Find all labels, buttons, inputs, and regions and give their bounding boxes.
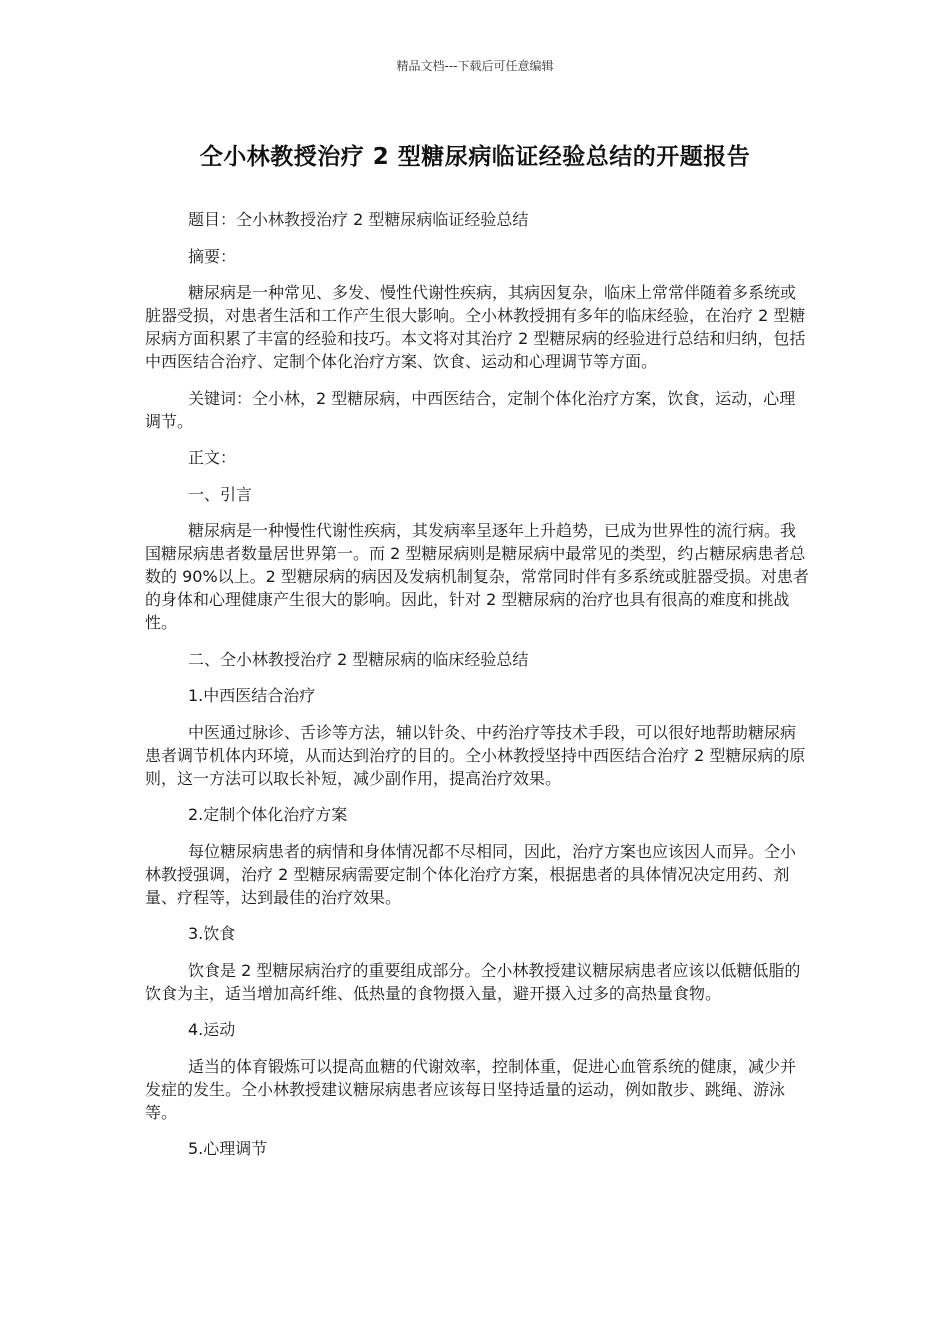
integrated-treatment-paragraph: 中医通过脉诊、舌诊等方法，辅以针灸、中药治疗等技术手段，可以很好地帮助糖尿病患者调节机体内环境，从而达到治疗的目的。仝小林教授坚持中西医结合治疗 2 型糖尿病的原则，这一方法可以取长补短，减少副作用，提高治疗效果。	[145, 722, 806, 788]
subject-line: 题目：仝小林教授治疗 2 型糖尿病临证经验总结	[188, 210, 529, 229]
document-body	[145, 208, 810, 1174]
document-title: 仝小林教授治疗 2 型糖尿病临证经验总结的开题报告	[199, 144, 751, 170]
subheading-integrated-treatment: 1.中西医结合治疗	[188, 686, 316, 705]
section-heading-experience: 二、仝小林教授治疗 2 型糖尿病的临床经验总结	[188, 649, 529, 669]
individualized-plan-paragraph: 每位糖尿病患者的病情和身体情况都不尽相同，因此，治疗方案也应该因人而异。仝小林教授强调，治疗 2 型糖尿病需要定制个体化治疗方案，根据患者的具体情况决定用药、剂量、疗程等，达到最佳的治疗效果。	[145, 841, 797, 907]
body-label: 正文：	[188, 448, 237, 467]
page-header: 精品文档---下载后可任意编辑	[396, 59, 554, 73]
section-heading-introduction: 一、引言	[188, 484, 253, 504]
exercise-paragraph: 适当的体育锻炼可以提高血糖的代谢效率，控制体重，促进心血管系统的健康，减少并发症的发生。仝小林教授建议糖尿病患者应该每日坚持适量的运动，例如散步、跳绳、游泳等。	[145, 1056, 797, 1122]
introduction-paragraph: 糖尿病是一种慢性代谢性疾病，其发病率呈逐年上升趋势，已成为世界性的流行病。我国糖尿病患者数量居世界第一。而 2 型糖尿病则是糖尿病中最常见的类型，约占糖尿病患者总数的 90%以上。2 型糖尿病的病因及发病机制复杂，常常同时伴有多系统或脏器受损。对患者的身体和心理健康产生很大的影响。因此，针对 2 型糖尿病的治疗也具有很高的难度和挑战性。	[145, 521, 809, 632]
abstract-paragraph: 糖尿病是一种常见、多发、慢性代谢性疾病，其病因复杂，临床上常常伴随着多系统或脏器受损，对患者生活和工作产生很大影响。仝小林教授拥有多年的临床经验，在治疗 2 型糖尿病方面积累了丰富的经验和技巧。本文将对其治疗 2 型糖尿病的经验进行总结和归纳，包括中西医结合治疗、定制个体化治疗方案、饮食、运动和心理调节等方面。	[145, 283, 806, 371]
subheading-individualized-plan: 2.定制个体化治疗方案	[188, 805, 348, 824]
keywords-paragraph: 关键词：仝小林，2 型糖尿病，中西医结合，定制个体化治疗方案，饮食，运动，心理调节。	[145, 388, 796, 431]
subheading-exercise: 4.运动	[188, 1020, 236, 1039]
abstract-label: 摘要：	[188, 246, 237, 266]
subheading-psychological: 5.心理调节	[188, 1139, 268, 1158]
subheading-diet: 3.饮食	[188, 924, 236, 943]
diet-paragraph: 饮食是 2 型糖尿病治疗的重要组成部分。仝小林教授建议糖尿病患者应该以低糖低脂的饮食为主，适当增加高纤维、低热量的食物摄入量，避开摄入过多的高热量食物。	[145, 960, 801, 1003]
